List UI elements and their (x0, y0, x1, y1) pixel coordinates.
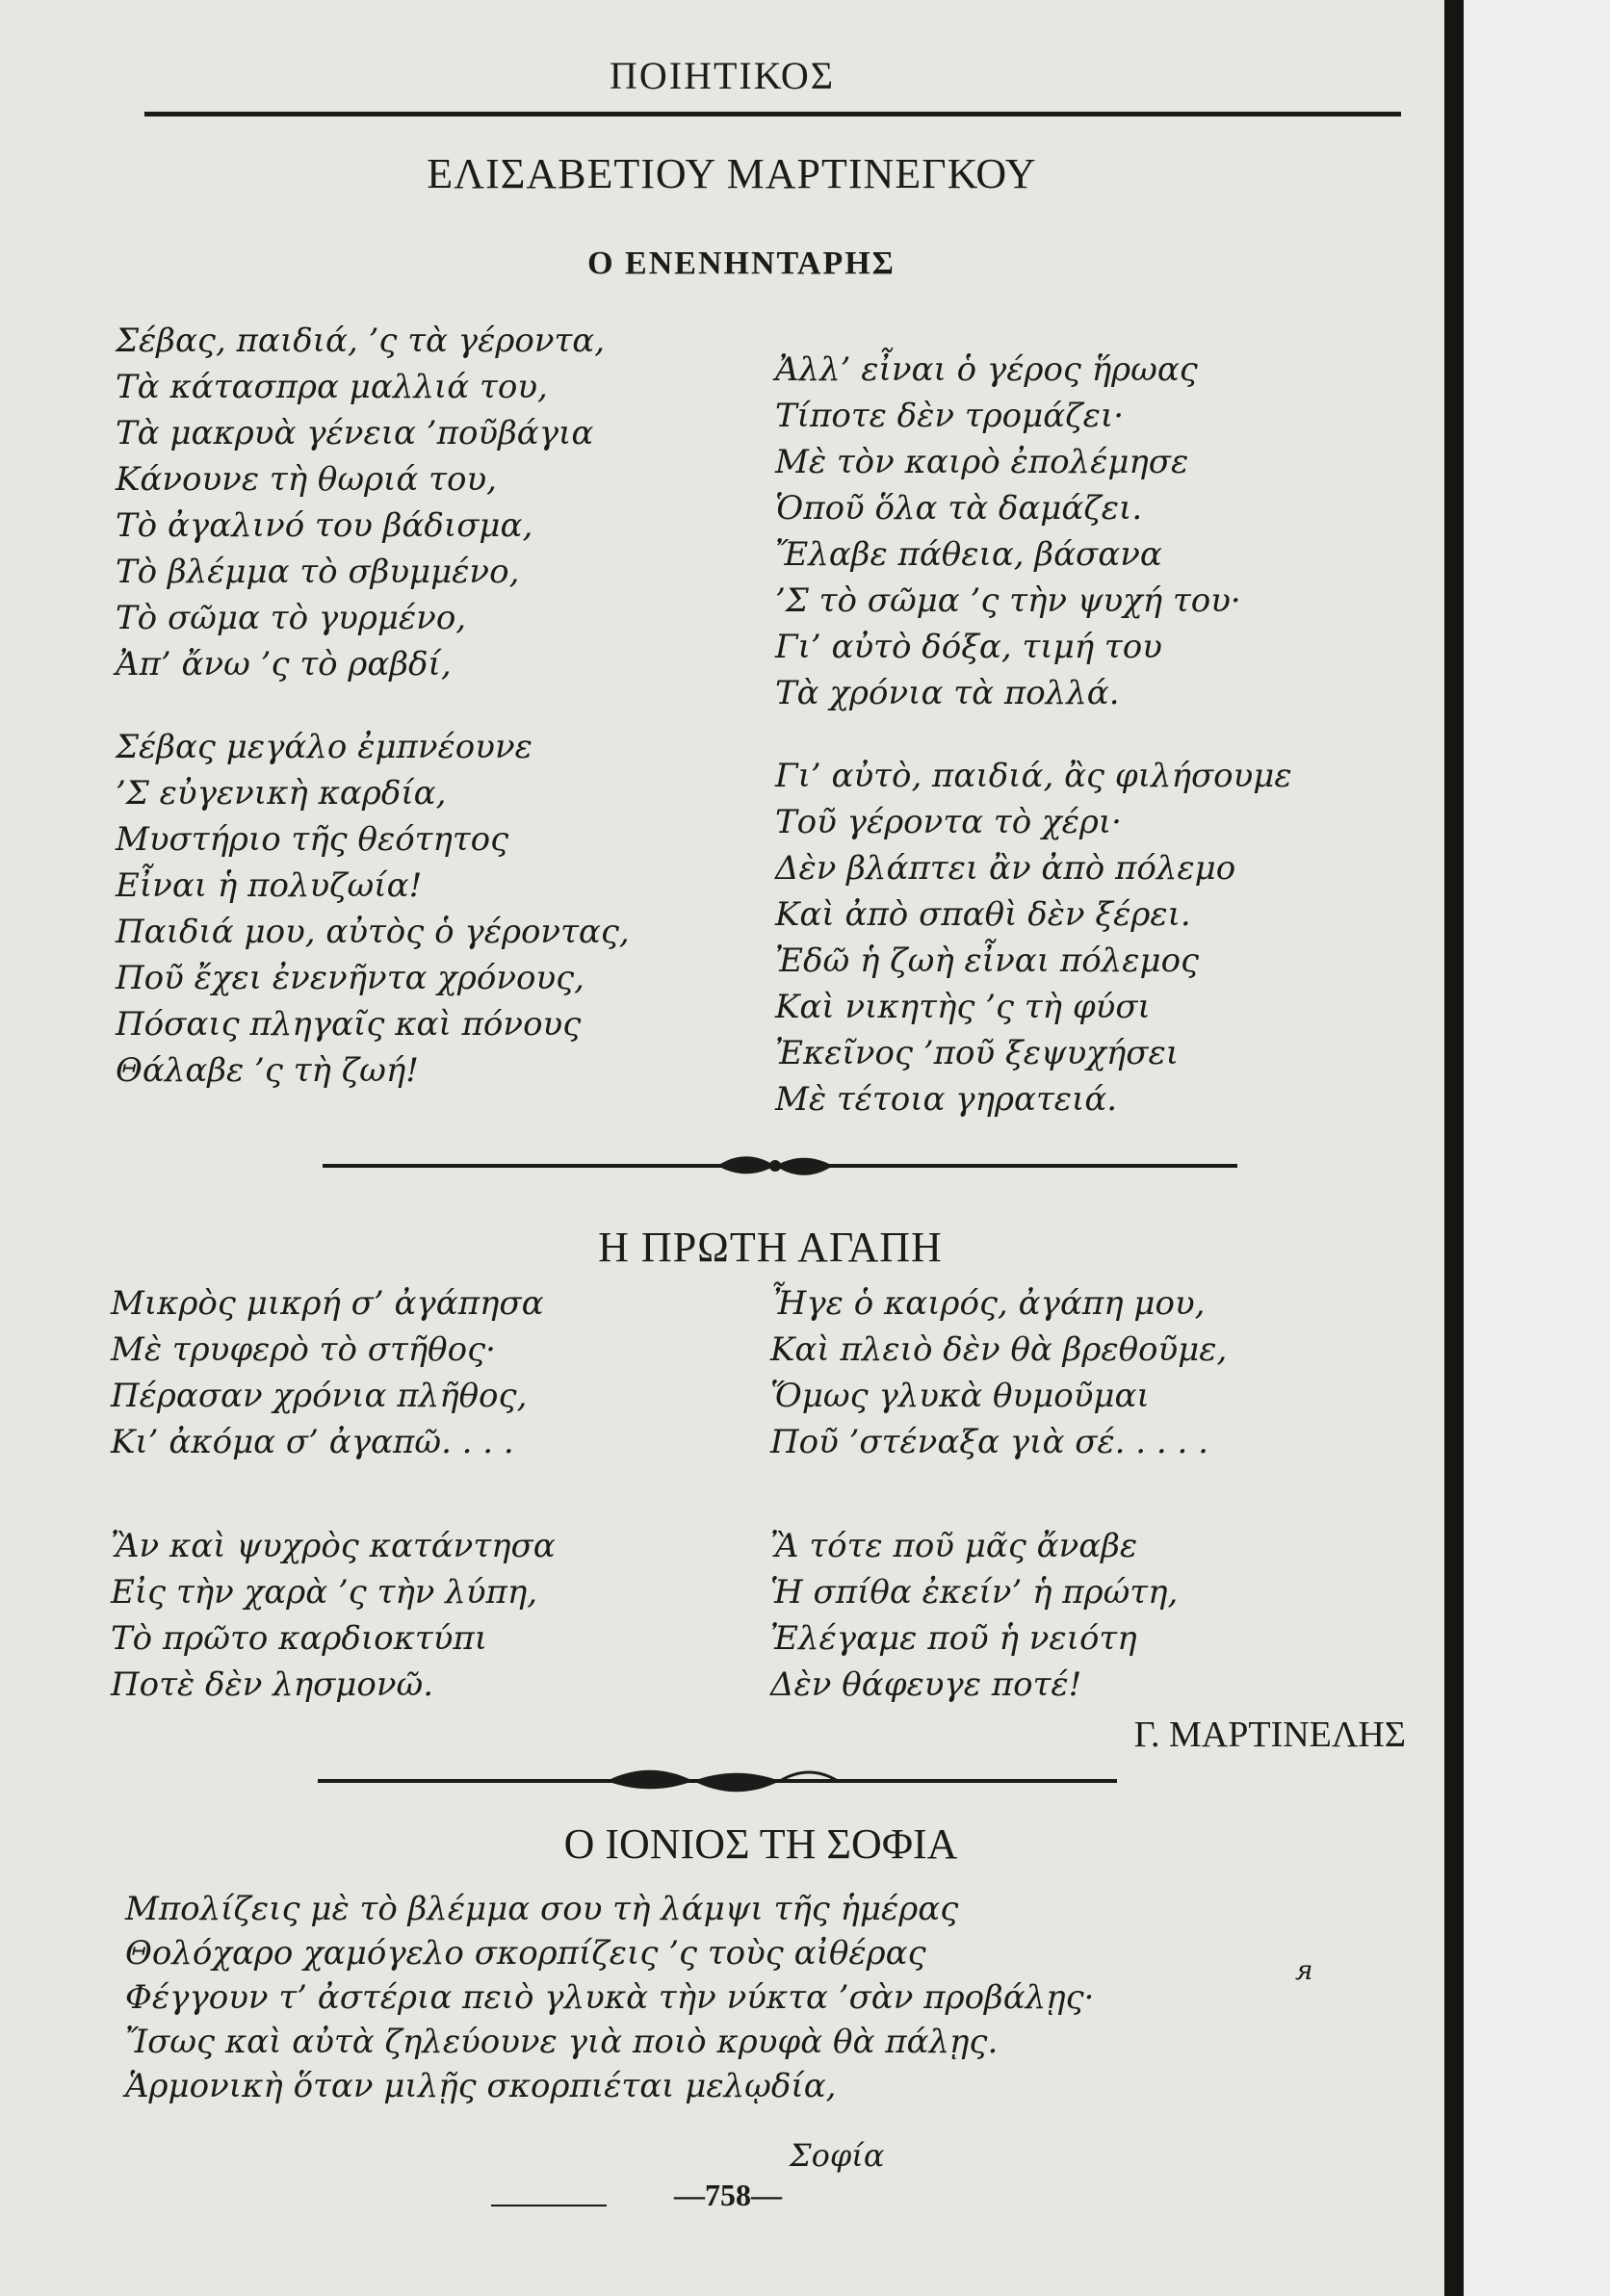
verse-line: Ἀπ’ ἄνω ’ς τὸ ραβδί, (116, 645, 452, 684)
author-signature: Γ. ΜΑΡΤΙΝΕΛΗΣ (1133, 1715, 1406, 1755)
verse-line: Ἁρμονικὴ ὅταν μιλῇς σκορπιέται μελῳδία, (125, 2067, 837, 2105)
verse-line: Κι’ ἀκόμα σ’ ἀγαπῶ. . . . (111, 1423, 514, 1461)
verse-line: Σέβας μεγάλο ἐμπνέουνε (116, 728, 532, 766)
verse-line: Πέρασαν χρόνια πλῆθος, (111, 1377, 528, 1415)
verse-line: Γι’ αὐτὸ δόξα, τιμή του (775, 628, 1162, 666)
verse-line: Γι’ αὐτὸ, παιδιά, ἂς φιλήσουμε (775, 757, 1292, 795)
verse-line: Εἶναι ἡ πολυζωία! (116, 866, 423, 905)
verse-line: Δὲν βλάπτει ἂν ἀπὸ πόλεμο (775, 849, 1236, 888)
verse-line: Τίποτε δὲν τρομάζει· (775, 397, 1125, 435)
verse-line: Παιδιά μου, αὐτὸς ὁ γέροντας, (116, 913, 630, 951)
verse-line: Τὸ σῶμα τὸ γυρμένο, (116, 599, 467, 637)
stanza (111, 1280, 766, 1465)
ornamental-divider (323, 1151, 1237, 1180)
verse-line: Μυστήριο τῆς θεότητος (116, 820, 509, 859)
page-number: —758— (674, 2178, 782, 2212)
adjacent-page-strip (1464, 0, 1610, 2296)
stanza (775, 347, 1401, 716)
verse-line: Μὲ τὸν καιρὸ ἐπολέμησε (775, 443, 1189, 481)
poem3-text (125, 1887, 1281, 2108)
verse-line: Μπολίζεις μὲ τὸ βλέμμα σου τὴ λάμψι τῆς ἡμέρας (125, 1890, 959, 1928)
stanza (770, 1523, 1396, 1708)
ornamental-divider (318, 1767, 1117, 1795)
page-binding-edge (1444, 0, 1464, 2296)
verse-line: Ὅμως γλυκὰ θυμοῦμαι (770, 1377, 1150, 1415)
verse-line: Μὲ τέτοια γηρατειά. (775, 1080, 1118, 1119)
verse-line: Ὁποῦ ὅλα τὰ δαμάζει. (775, 489, 1143, 528)
poem1-right-column (775, 347, 1401, 1159)
verse-line: Εἰς τὴν χαρὰ ’ς τὴν λύπη, (111, 1573, 538, 1612)
verse-line: Ἂ τότε ποῦ μᾶς ἄναβε (770, 1527, 1138, 1565)
verse-line: ’Σ τὸ σῶμα ’ς τὴν ψυχή του· (775, 581, 1241, 620)
verse-line: Καὶ ἀπὸ σπαθὶ δὲν ξέρει. (775, 895, 1191, 934)
verse-line: ’Σ εὐγενικὴ καρδία, (116, 774, 447, 813)
verse-line: Δὲν θάφευγε ποτέ! (770, 1665, 1082, 1704)
poem-signature: Σοφία (790, 2137, 885, 2174)
verse-line: Ἡ σπίθα ἐκείν’ ἡ πρώτη, (770, 1573, 1179, 1612)
stanza (116, 724, 770, 1094)
running-head: ΠΟΙΗΤΙΚΟΣ (609, 54, 836, 97)
verse-line: Ποῦ ἔχει ἐνενῆντα χρόνους, (116, 959, 584, 997)
poem1-left-column (116, 318, 770, 1130)
verse-line: Τὰ κάτασπρα μαλλιά του, (116, 368, 548, 406)
verse-line: Μὲ τρυφερὸ τὸ στῆθος· (111, 1330, 496, 1369)
poem2-right-column (770, 1280, 1396, 1744)
margin-mark: я (1295, 1954, 1313, 1986)
verse-line: Μικρὸς μικρή σ’ ἀγάπησα (111, 1284, 544, 1323)
verse-line: Τοῦ γέροντα τὸ χέρι· (775, 803, 1122, 841)
verse-line: Καὶ νικητὴς ’ς τὴ φύσι (775, 988, 1151, 1026)
verse-line: Ποτὲ δὲν λησμονῶ. (111, 1665, 434, 1704)
footer-rule (491, 2205, 607, 2206)
verse-line: Ἐκεῖνος ’ποῦ ξεψυχήσει (775, 1034, 1180, 1072)
verse-line: Τὸ ἀγαλινό του βάδισμα, (116, 506, 533, 545)
poem2-left-column (111, 1280, 766, 1744)
verse-line: Καὶ πλειὸ δὲν θὰ βρεθοῦμε, (770, 1330, 1228, 1369)
stanza (116, 318, 770, 687)
verse-line: Ἦγε ὁ καιρός, ἀγάπη μου, (770, 1284, 1206, 1323)
verse-line: Σέβας, παιδιά, ’ς τὰ γέροντα, (116, 322, 606, 360)
poem-title: Ο ΙΟΝΙΟΣ ΤΗ ΣΟΦΙΑ (563, 1820, 958, 1868)
poem-title: Η ΠΡΩΤΗ ΑΓΑΠΗ (598, 1224, 943, 1271)
verse-line: Ἀλλ’ εἶναι ὁ γέρος ἥρωας (775, 350, 1198, 389)
header-rule (144, 112, 1401, 116)
verse-line: Θολόχαρο χαμόγελο σκορπίζεις ’ς τοὺς αἰθέρας (125, 1934, 926, 1973)
verse-line: Πόσαις πληγαῖς καὶ πόνους (116, 1005, 582, 1044)
verse-line: Ἴσως καὶ αὐτὰ ζηλεύουνε γιὰ ποιὸ κρυφὰ θὰ πάλῃς. (125, 2023, 999, 2061)
stanza (770, 1280, 1396, 1465)
verse-line: Τὸ βλέμμα τὸ σβυμμένο, (116, 553, 520, 591)
verse-line: Ἔλαβε πάθεια, βάσανα (775, 535, 1162, 574)
author-title: ΕΛΙΣΑΒΕΤΙΟΥ ΜΑΡΤΙΝΕΓΚΟΥ (427, 150, 1037, 197)
verse-line: Κάνουνε τὴ θωριά του, (116, 460, 497, 499)
stanza (775, 753, 1401, 1122)
verse-line: Ἐδῶ ἡ ζωὴ εἶναι πόλεμος (775, 942, 1200, 980)
verse-line: Ποῦ ’στέναξα γιὰ σέ. . . . . (770, 1423, 1208, 1461)
verse-line: Ἂν καὶ ψυχρὸς κατάντησα (111, 1527, 556, 1565)
poem-title: Ο ΕΝΕΝΗΝΤΑΡΗΣ (587, 245, 896, 281)
verse-line: Τὰ μακρυὰ γένεια ’ποῦβάγια (116, 414, 594, 452)
stanza (111, 1523, 766, 1708)
verse-line: Τὸ πρῶτο καρδιοκτύπι (111, 1619, 488, 1658)
verse-line: Φέγγουν τ’ ἀστέρια πειὸ γλυκὰ τὴν νύκτα ’σὰν προβάλῃς· (125, 1978, 1095, 2017)
verse-line: Ἐλέγαμε ποῦ ἡ νειότη (770, 1619, 1137, 1658)
verse-line: Θάλαβε ’ς τὴ ζωή! (116, 1051, 419, 1090)
verse-line: Τὰ χρόνια τὰ πολλά. (775, 674, 1120, 712)
